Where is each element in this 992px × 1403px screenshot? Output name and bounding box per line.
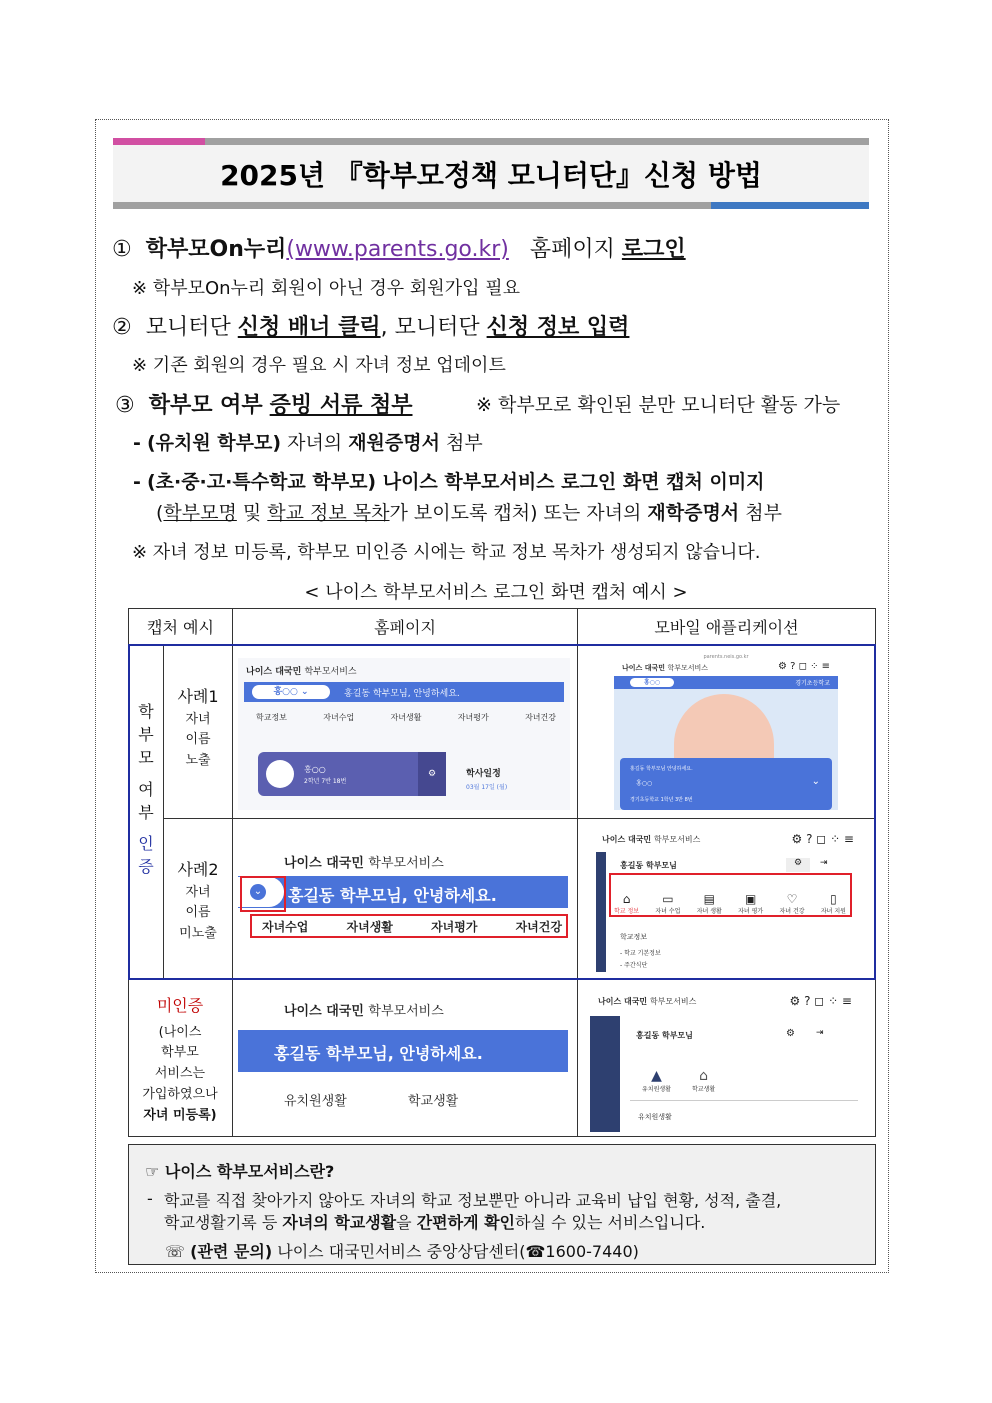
menu-item: 학교생활 bbox=[408, 1094, 459, 1109]
info-contact bbox=[165, 1239, 639, 1262]
card-name: 홍○○ bbox=[304, 765, 326, 774]
vchar: 증 bbox=[138, 857, 154, 877]
vchar: 인 bbox=[138, 833, 154, 853]
school-doc: 재학증명서 bbox=[647, 502, 740, 524]
mock-greeting-bar bbox=[238, 876, 568, 908]
title-bar-bottom bbox=[113, 202, 869, 209]
m-tab-label: 자녀 지원 bbox=[820, 908, 846, 915]
step3-line bbox=[115, 388, 413, 419]
case2-l2: 이름 bbox=[185, 905, 211, 921]
m-tab-school bbox=[692, 1068, 715, 1093]
logout-icon: ⇥ bbox=[820, 858, 828, 868]
mock-greeting: 홍길동 학부모님, 안녕하세요. bbox=[274, 1044, 483, 1063]
title-bar-top bbox=[113, 138, 869, 145]
info-head: ☞ 나이스 학부모서비스란? bbox=[145, 1162, 335, 1181]
menu-item: 자녀평가 bbox=[431, 920, 478, 934]
m-topbar bbox=[614, 676, 838, 689]
step3-kinder-line bbox=[133, 428, 483, 455]
menu-item: 자녀생활 bbox=[346, 920, 393, 934]
case1-mobile-mock bbox=[614, 654, 838, 810]
m-hello: 홍길동 학부모님 bbox=[636, 1031, 693, 1040]
step2-banner-click: 신청 배너 클릭 bbox=[237, 315, 381, 340]
step1-homepage: 홈페이지 bbox=[529, 237, 615, 262]
step3-text-a: 학부모 여부 bbox=[148, 393, 263, 418]
brand-b: 학부모서비스 bbox=[304, 667, 357, 677]
m-info1: - 학교 기본정보 bbox=[620, 950, 661, 957]
m-brand bbox=[602, 834, 700, 845]
vgap bbox=[134, 824, 158, 832]
gear-icon: ⚙ bbox=[786, 858, 810, 872]
vchar: 여 bbox=[138, 779, 154, 799]
kinder-mid: 자녀의 bbox=[287, 432, 343, 454]
p2e: 하실 수 있는 서비스입니다. bbox=[515, 1213, 706, 1232]
mock-greeting-bar bbox=[244, 682, 564, 702]
m-info-panel bbox=[620, 758, 832, 810]
step2-number: ② bbox=[112, 315, 132, 340]
menu-item: 유치원생활 bbox=[284, 1094, 347, 1109]
school-icon: ⌂ bbox=[699, 1068, 709, 1084]
book-icon: ▭ bbox=[662, 892, 674, 906]
step3-inline-note: ※ 학부모로 확인된 분만 모니터단 활동 가능 bbox=[476, 394, 841, 416]
dash: - bbox=[133, 471, 141, 493]
school-parent: (초·중·고·특수학교 학부모) 나이스 학부모서비스 로그인 화면 캡처 이미지 bbox=[146, 471, 765, 493]
m-hello: 홍길동 학부모님 bbox=[620, 861, 677, 870]
menu-item: 자녀수업 bbox=[323, 713, 355, 722]
case1-title: 사례1 bbox=[177, 687, 219, 706]
kinder-doc: 재원증명서 bbox=[348, 432, 440, 454]
card-sub: 2학년 7반 18번 bbox=[304, 778, 347, 785]
schedule-sub: 03월 17일 (월) bbox=[466, 784, 508, 791]
p2d: 간편하게 확인 bbox=[416, 1213, 516, 1232]
brand-b: 학부모서비스 bbox=[667, 664, 709, 672]
m-tab-label: 자녀 평가 bbox=[738, 908, 764, 915]
m-p1-school: 경기초등학교 1학년 3반 8번 bbox=[630, 797, 693, 803]
m-tab-kinder bbox=[642, 1068, 671, 1093]
and: 및 bbox=[242, 502, 262, 524]
m-tab-label: 자녀 생활 bbox=[696, 908, 722, 915]
school-info-index: 학교 정보 목차 bbox=[267, 502, 390, 524]
info-p1: 학교를 직접 찾아가지 않아도 자녀의 학교 정보뿐만 아니라 교육비 납입 현황, 성적, 출결, bbox=[164, 1191, 782, 1210]
brand-b: 학부모서비스 bbox=[649, 997, 697, 1006]
header-capture-text: 캡처 예시 bbox=[147, 618, 214, 637]
mock-student-card bbox=[258, 752, 438, 796]
brand-a: 나이스 대국민 bbox=[284, 856, 364, 871]
kinder-icon: ▲ bbox=[651, 1068, 662, 1084]
brand-a: 나이스 대국민 bbox=[622, 664, 666, 672]
uncert-home-mock bbox=[238, 994, 570, 1114]
header-home-text: 홈페이지 bbox=[374, 618, 436, 637]
menu-item: 자녀건강 bbox=[525, 713, 556, 722]
vchar: 부 bbox=[138, 802, 154, 822]
vertical-label bbox=[134, 700, 158, 878]
header-capture bbox=[128, 608, 233, 645]
document-icon: ▯ bbox=[830, 892, 837, 906]
step1-note: ※ 학부모On누리 회원이 아닌 경우 회원가입 필요 bbox=[132, 278, 520, 299]
uncert-mobile-mock bbox=[590, 992, 862, 1132]
step2-note: ※ 기존 회원의 경우 필요 시 자녀 정보 업데이트 bbox=[132, 355, 506, 376]
mock-greeting: 홍길동 학부모님, 안녕하세요. bbox=[288, 886, 497, 905]
mock-brand bbox=[284, 852, 444, 871]
m-brand bbox=[598, 996, 696, 1007]
page-title: 2025년 『학부모정책 모니터단』신청 방법 bbox=[220, 158, 762, 192]
brand-b: 학부모서비스 bbox=[368, 1004, 444, 1019]
m-kinder: 유치원생활 bbox=[642, 1086, 671, 1093]
title-box bbox=[113, 145, 869, 202]
step3-proof-attach: 증빙 서류 첨부 bbox=[269, 393, 413, 418]
parent-name: 학부모명 bbox=[163, 502, 237, 524]
logout-icon: ⇥ bbox=[816, 1028, 824, 1038]
vchar: 모 bbox=[138, 748, 154, 768]
case1-l3: 노출 bbox=[185, 753, 211, 769]
header-mobile bbox=[577, 608, 876, 645]
brand-a: 나이스 대국민 bbox=[246, 667, 302, 677]
m-sidebar bbox=[590, 1016, 620, 1132]
case1-l2: 이름 bbox=[185, 732, 211, 748]
step3-school-line bbox=[133, 467, 765, 494]
step2-info-input: 신청 정보 입력 bbox=[486, 315, 630, 340]
menu-item: 자녀생활 bbox=[390, 713, 422, 722]
m-school-tab: 학교생활 bbox=[692, 1086, 716, 1093]
menu-item: 자녀평가 bbox=[457, 713, 489, 722]
vgap bbox=[134, 770, 158, 778]
case1-label bbox=[164, 684, 232, 772]
menu-item: 자녀건강 bbox=[515, 920, 562, 934]
case2-label bbox=[164, 857, 232, 945]
menu-item: 학교정보 bbox=[256, 713, 287, 722]
step1-login: 로그인 bbox=[621, 237, 686, 262]
vchar: 부 bbox=[138, 725, 154, 745]
school-icon: ⌂ bbox=[622, 892, 631, 906]
header-home bbox=[232, 608, 578, 645]
uncert-l4: 가입하였으나 bbox=[142, 1086, 218, 1102]
step1-site-name: 학부모On누리 bbox=[145, 237, 287, 262]
uncert-title: 미인증 bbox=[156, 996, 204, 1015]
gear-icon: ⚙ bbox=[786, 1028, 795, 1039]
step2-line bbox=[112, 310, 629, 341]
step1-number: ① bbox=[112, 237, 132, 262]
mock-menu1 bbox=[256, 712, 556, 723]
paren: ( bbox=[156, 502, 164, 524]
title-accent-blue bbox=[711, 202, 869, 209]
m-tab-label: 학교 정보 bbox=[614, 908, 640, 915]
step3-warning: ※ 자녀 정보 미등록, 학부모 미인증 시에는 학교 정보 목차가 생성되지 않습니다. bbox=[132, 542, 761, 563]
step2-text-c: , 모니터단 bbox=[380, 315, 480, 340]
uncert-l5: 자녀 미등록) bbox=[143, 1107, 217, 1123]
example-table bbox=[128, 608, 876, 1137]
kinder-parent: (유치원 학부모) bbox=[146, 432, 282, 454]
m-school: 경기초등학교 bbox=[795, 680, 830, 687]
m-url: parents.neis.go.kr bbox=[703, 654, 749, 660]
red-highlight-mobile-tabs bbox=[609, 873, 852, 917]
chevron-down-icon: ⌄ bbox=[250, 884, 266, 900]
case2-title: 사례2 bbox=[177, 860, 219, 879]
notebook-icon: ▤ bbox=[703, 892, 715, 906]
info-dash: - bbox=[147, 1189, 153, 1208]
m-pill: 홍○○ bbox=[630, 678, 674, 687]
board-icon: ▣ bbox=[745, 892, 757, 906]
mock-greeting: 홍길동 학부모님, 안녕하세요. bbox=[344, 689, 460, 699]
contact-bold: (관련 문의) bbox=[190, 1242, 273, 1261]
m-sidebar bbox=[596, 852, 606, 972]
brand-a: 나이스 대국민 bbox=[602, 835, 652, 844]
m-info2: - 주간식단 bbox=[620, 962, 648, 969]
m-p1-name: 홍○○ bbox=[636, 780, 653, 787]
m-kinder2: 유치원생활 bbox=[638, 1113, 672, 1121]
red-highlight-menu bbox=[250, 914, 568, 938]
example-caption: < 나이스 학부모서비스 로그인 화면 캡처 예시 > bbox=[304, 582, 688, 603]
settings-icon: ⚙ bbox=[418, 752, 446, 796]
uncert-l3: 서비스는 bbox=[154, 1066, 206, 1082]
mock-brand bbox=[284, 1000, 444, 1019]
brand-a: 나이스 대국민 bbox=[284, 1004, 364, 1019]
step1-url-link[interactable]: (www.parents.go.kr) bbox=[286, 237, 509, 262]
contact-text: 나이스 대국민서비스 중앙상담센터(☎1600-7440) bbox=[277, 1242, 639, 1261]
m-info: 학교정보 bbox=[620, 933, 648, 941]
school-end: 첨부 bbox=[745, 502, 782, 524]
menu-item: 자녀수업 bbox=[262, 920, 309, 934]
m-illustration bbox=[614, 676, 838, 810]
health-icon: ♡ bbox=[786, 892, 798, 906]
p2c: 을 bbox=[396, 1213, 412, 1232]
uncert-l2: 학부모 bbox=[161, 1045, 199, 1061]
case1-home-mock bbox=[238, 658, 570, 810]
vchar: 학 bbox=[138, 702, 154, 721]
dash: - bbox=[133, 432, 141, 454]
avatar-icon bbox=[266, 760, 294, 788]
uncert-l1: (나이스 bbox=[158, 1024, 202, 1040]
m-icons: ⚙ ? ◻ ⁘ ≡ bbox=[791, 832, 854, 846]
phone-icon: ☏ bbox=[165, 1242, 186, 1261]
p2b: 자녀의 학교생활 bbox=[282, 1213, 397, 1232]
divider bbox=[630, 1100, 858, 1101]
step1-line bbox=[112, 232, 686, 263]
red-highlight-pill bbox=[240, 876, 286, 912]
step2-text-a: 모니터단 bbox=[145, 315, 231, 340]
mock-greeting-bar bbox=[238, 1030, 568, 1072]
chevron-down-icon: ⌄ bbox=[811, 776, 820, 787]
step3-number: ③ bbox=[115, 393, 135, 418]
info-p2 bbox=[164, 1210, 705, 1233]
pill-name: 홍○○ bbox=[273, 687, 298, 697]
schedule: 학사일정 bbox=[466, 769, 501, 779]
mock-name-pill: 홍○○ ⌄ bbox=[252, 685, 330, 699]
m-p1-msg: 홍길동 학부모님 안녕하세요. bbox=[630, 766, 693, 772]
kinder-end: 첨부 bbox=[446, 432, 483, 454]
mock-brand bbox=[246, 664, 357, 677]
step3-school-line2 bbox=[156, 498, 782, 525]
brand-b: 학부모서비스 bbox=[368, 856, 444, 871]
family-illustration-icon bbox=[674, 694, 774, 764]
uncert-label bbox=[128, 993, 232, 1127]
info-box bbox=[128, 1144, 876, 1265]
brand-a: 나이스 대국민 bbox=[598, 997, 648, 1006]
m-icons: ⚙ ? ◻ ⁘ ≡ bbox=[777, 661, 830, 672]
title-accent-pink bbox=[113, 138, 205, 145]
header-mobile-text: 모바일 애플리케이션 bbox=[654, 618, 799, 637]
p2a: 학교생활기록 등 bbox=[164, 1213, 278, 1232]
m-icons: ⚙ ? ◻ ⁘ ≡ bbox=[789, 994, 852, 1008]
m-tab-label: 자녀 건강 bbox=[779, 908, 805, 915]
m-brand bbox=[622, 663, 708, 673]
case2-l1: 자녀 bbox=[185, 884, 211, 900]
case2-l3: 미노출 bbox=[179, 926, 217, 942]
m-tab-label: 자녀 수업 bbox=[655, 908, 681, 915]
brand-b: 학부모서비스 bbox=[653, 835, 701, 844]
case1-l1: 자녀 bbox=[185, 711, 211, 727]
school-mid: 가 보이도록 캡처) 또는 자녀의 bbox=[389, 502, 642, 524]
